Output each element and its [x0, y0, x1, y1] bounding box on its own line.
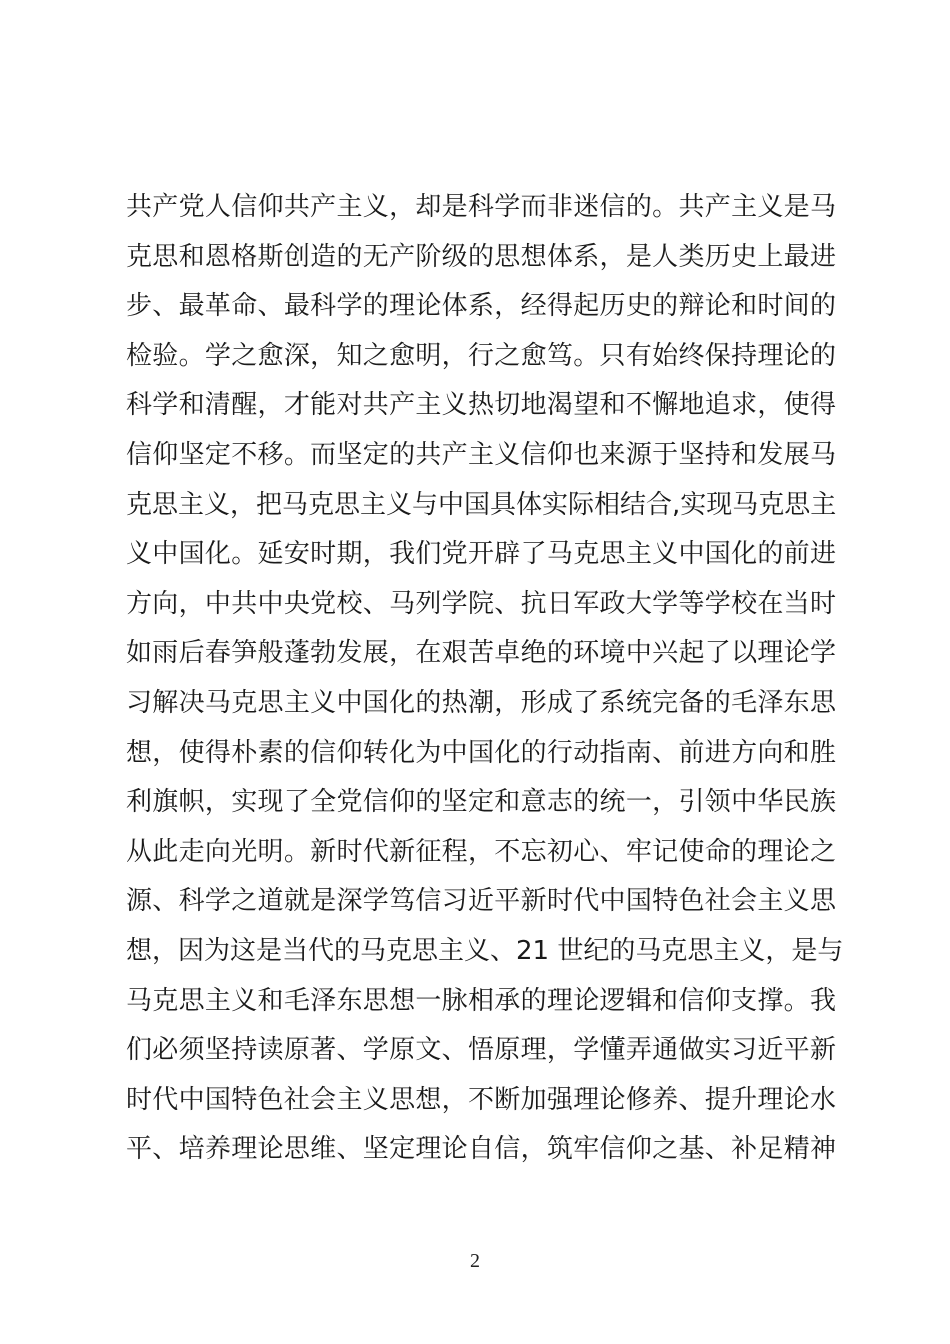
text-line: 共产党人信仰共产主义，却是科学而非迷信的。共产主义是马	[126, 192, 836, 222]
text-line: 方向，中共中央党校、马列学院、抗日军政大学等学校在当时	[126, 588, 836, 619]
text-line: 信仰坚定不移。而坚定的共产主义信仰也来源于坚持和发展马	[126, 439, 836, 470]
page-number: 2	[470, 1250, 480, 1272]
text-line: 克思主义，把马克思主义与中国具体实际相结合,实现马克思主	[126, 489, 837, 520]
text-line: 源、科学之道就是深学笃信习近平新时代中国特色社会主义思	[126, 886, 836, 917]
text-line: 习解决马克思主义中国化的热潮，形成了系统完备的毛泽东思	[126, 687, 836, 718]
text-line: 时代中国特色社会主义思想，不断加强理论修养、提升理论水	[126, 1084, 836, 1115]
text-line: 利旗帜，实现了全党信仰的坚定和意志的统一，引领中华民族	[126, 787, 836, 818]
text-line: 想，使得朴素的信仰转化为中国化的行动指南、前进方向和胜	[126, 737, 836, 768]
text-line: 义中国化。延安时期，我们党开辟了马克思主义中国化的前进	[126, 539, 836, 570]
text-line: 马克思主义和毛泽东思想一脉相承的理论逻辑和信仰支撑。我	[126, 985, 836, 1016]
text-line: 如雨后春笋般蓬勃发展，在艰苦卓绝的环境中兴起了以理论学	[126, 638, 836, 669]
text-line: 检验。学之愈深，知之愈明，行之愈笃。只有始终保持理论的	[126, 340, 836, 371]
text-line: 步、最革命、最科学的理论体系，经得起历史的辩论和时间的	[126, 291, 836, 322]
text-line: 们必须坚持读原著、学原文、悟原理，学懂弄通做实习近平新	[126, 1035, 836, 1066]
text-line: 从此走向光明。新时代新征程，不忘初心、牢记使命的理论之	[126, 836, 836, 867]
text-line: 科学和清醒，才能对共产主义热切地渴望和不懈地追求，使得	[126, 390, 836, 421]
body-text	[126, 183, 844, 1175]
text-line: 平、培养理论思维、坚定理论自信，筑牢信仰之基、补足精神	[126, 1134, 836, 1165]
text-line: 想，因为这是当代的马克思主义、21 世纪的马克思主义，是与	[126, 935, 844, 966]
text-line: 克思和恩格斯创造的无产阶级的思想体系，是人类历史上最进	[126, 241, 836, 272]
